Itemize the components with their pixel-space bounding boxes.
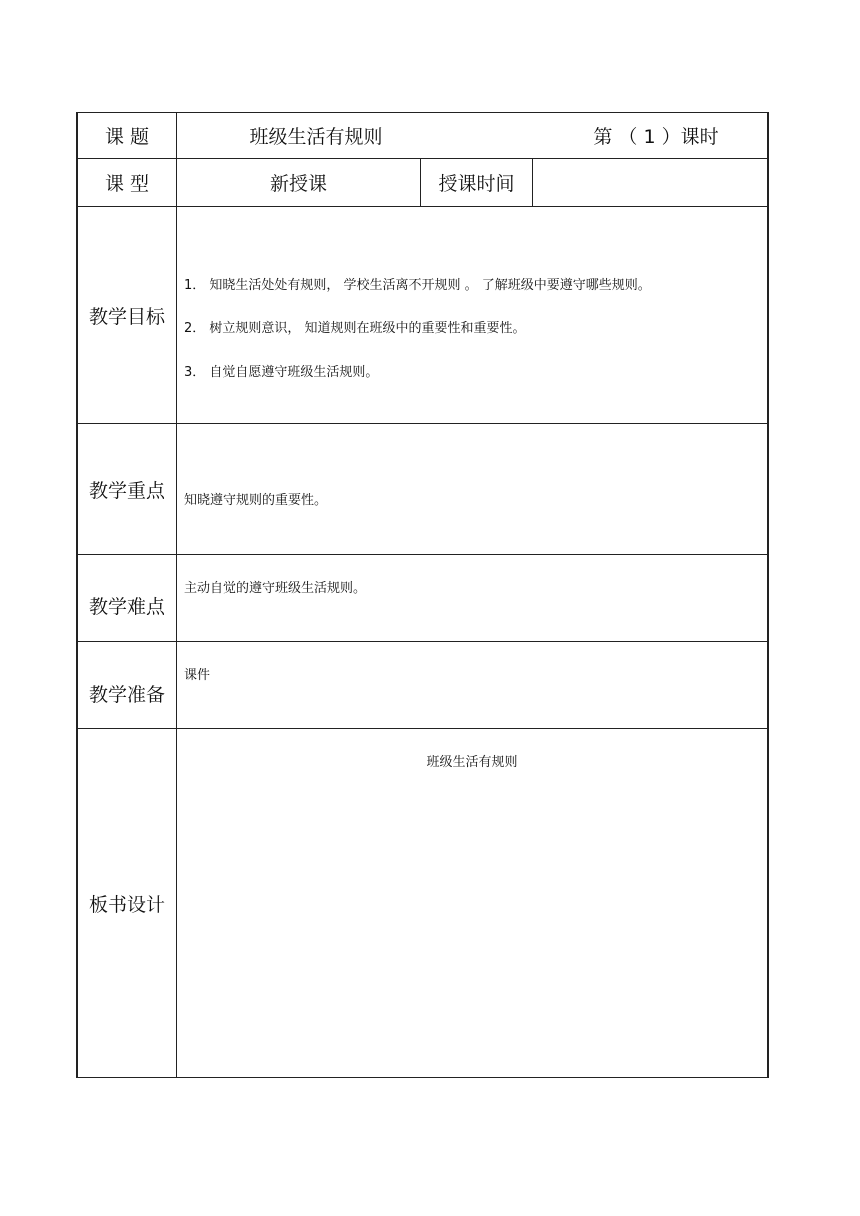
key-points-label: 教学重点 — [88, 479, 165, 502]
row-divider — [76, 206, 769, 207]
key-points-content: 知晓遵守规则的重要性。 — [184, 492, 328, 508]
difficulties-content: 主动自觉的遵守班级生活规则。 — [184, 580, 367, 596]
objective-item: 1． 知晓生活处处有规则， 学校生活离不开规则 。 了解班级中要遵守哪些规则。 — [184, 277, 651, 293]
table-border-right — [767, 112, 769, 1078]
type-value: 新授课 — [269, 173, 327, 195]
difficulties-label: 教学难点 — [88, 595, 165, 618]
topic-label: 课 题 — [104, 126, 150, 148]
objective-item: 3． 自觉自愿遵守班级生活规则。 — [184, 364, 379, 380]
row-divider — [76, 641, 769, 642]
board-design-content: 班级生活有规则 — [426, 754, 518, 770]
time-value — [533, 159, 767, 206]
preparation-label: 教学准备 — [88, 683, 165, 706]
row-divider — [76, 554, 769, 555]
topic-value: 班级生活有规则 — [249, 126, 383, 148]
period-value: 第 （ 1 ）课时 — [593, 126, 719, 148]
time-label: 授课时间 — [438, 173, 515, 195]
row-divider — [76, 423, 769, 424]
lesson-plan-table — [76, 112, 769, 1078]
type-label: 课 型 — [104, 173, 150, 195]
table-border-bottom — [76, 1077, 769, 1078]
board-design-label: 板书设计 — [88, 893, 165, 916]
objectives-label: 教学目标 — [88, 305, 165, 328]
row-divider — [76, 728, 769, 729]
objective-item: 2． 树立规则意识， 知道规则在班级中的重要性和重要性。 — [184, 320, 526, 336]
column-divider — [176, 112, 177, 1078]
preparation-content: 课件 — [184, 667, 211, 683]
